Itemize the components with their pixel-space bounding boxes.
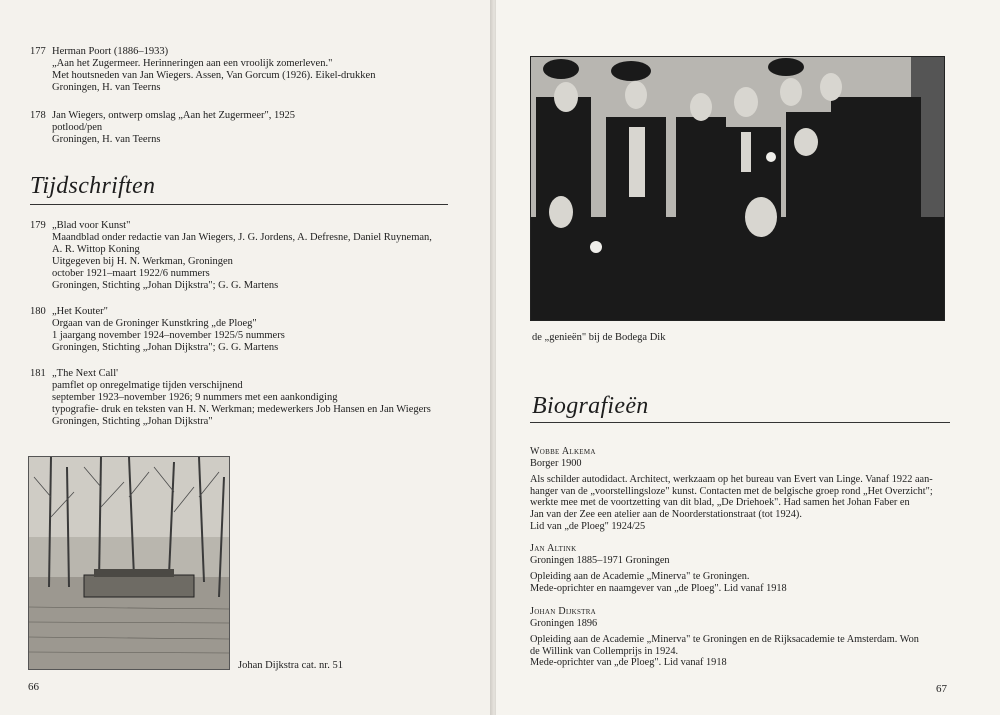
- bio-name: Wobbe Alkema: [530, 446, 596, 457]
- entry-number: 177: [30, 46, 46, 57]
- group-photo-image: [530, 56, 945, 321]
- dijkstra-etching-image: [28, 456, 230, 670]
- entry-number: 179: [30, 220, 46, 231]
- entry-number: 178: [30, 110, 46, 121]
- bio-text-line: hanger van de „voorstellingsloze" kunst. Contacten met de belgische groep rond „Het Overzicht";: [530, 485, 933, 497]
- left-page: [0, 0, 492, 715]
- entry-line: Jan Wiegers, ontwerp omslag „Aan het Zugermeer", 1925: [52, 110, 296, 121]
- bio-dates: Groningen 1896: [530, 617, 598, 629]
- entry-line: Groningen, H. van Teerns: [52, 134, 161, 145]
- section-rule: [30, 204, 448, 205]
- bio-johan-dijkstra: [530, 606, 970, 669]
- section-title-tijdschriften: Tijdschriften: [30, 173, 156, 199]
- entry-line: Groningen, Stichting „Johan Dijkstra": [52, 416, 213, 427]
- bio-text-line: Jan van der Zee een atelier aan de Noorderstationstraat (tot 1924).: [530, 508, 802, 520]
- entry-line: Groningen, Stichting „Johan Dijkstra"; G. G. Martens: [52, 342, 279, 353]
- bio-text-line: de Willink van Collemprijs in 1924.: [530, 645, 679, 657]
- bio-name: Jan Altink: [530, 543, 577, 554]
- entry-line: „Blad voor Kunst": [52, 220, 131, 231]
- bio-text-line: Lid van „de Ploeg" 1924/25: [530, 520, 646, 532]
- bio-text-line: werkte mee met de voortzetting van dit blad, „De Driehoek". Had samen het Johan Faber en: [530, 497, 910, 509]
- entry-line: Groningen, H. van Teerns: [52, 82, 161, 93]
- entry-line: „Het Kouter": [52, 306, 108, 317]
- entry-line: potlood/pen: [52, 122, 103, 133]
- entry-line: Maandblad onder redactie van Jan Wiegers, J. G. Jordens, A. Defresne, Daniel Ruyneman,: [52, 232, 432, 243]
- entry-line: Met houtsneden van Jan Wiegers. Assen, Van Gorcum (1926). Eikel-drukken: [52, 70, 376, 81]
- bio-text-line: Mede-oprichter en naamgever van „de Ploeg". Lid vanaf 1918: [530, 582, 787, 594]
- right-page: [496, 0, 1000, 715]
- entry-number: 181: [30, 368, 46, 379]
- entry-line: 1 jaargang november 1924–november 1925/5 nummers: [52, 330, 285, 341]
- section-title-biografieen: Biografieën: [532, 393, 649, 419]
- photo-caption: de „genieën" bij de Bodega Dik: [532, 332, 666, 343]
- entry-line: Herman Poort (1886–1933): [52, 46, 169, 57]
- etching-caption: Johan Dijkstra cat. nr. 51: [238, 660, 343, 671]
- bio-text-line: Als schilder autodidact. Architect, werkzaam op het bureau van Evert van Linge. Vanaf 1922 aan-: [530, 474, 933, 486]
- section-rule: [530, 422, 950, 423]
- bio-text-line: Opleiding aan de Academie „Minerva" te Groningen.: [530, 571, 750, 583]
- page-number-right: 67: [936, 683, 947, 695]
- bio-name: Johan Dijkstra: [530, 606, 597, 617]
- bio-dates: Groningen 1885–1971 Groningen: [530, 554, 670, 566]
- entry-line: Orgaan van de Groninger Kunstkring „de Ploeg": [52, 318, 257, 329]
- entry-line: Uitgegeven bij H. N. Werkman, Groningen: [52, 256, 233, 267]
- bio-wobbe-alkema: [530, 446, 970, 532]
- entry-line: Groningen, Stichting „Johan Dijkstra"; G. G. Martens: [52, 280, 279, 291]
- entry-line: pamflet op onregelmatige tijden verschijnend: [52, 380, 243, 391]
- page-number-left: 66: [28, 681, 39, 693]
- bio-dates: Borger 1900: [530, 457, 582, 469]
- entry-line: september 1923–november 1926; 9 nummers met een aankondiging: [52, 392, 338, 403]
- entry-line: typografie- druk en teksten van H. N. Werkman; medewerkers Job Hansen en Jan Wiegers: [52, 404, 431, 415]
- entry-line: A. R. Wittop Koning: [52, 244, 140, 255]
- bio-text-line: Opleiding aan de Academie „Minerva" te Groningen en de Rijksacademie te Amsterdam. Won: [530, 634, 919, 646]
- entry-line: „The Next Call': [52, 368, 119, 379]
- entry-number: 180: [30, 306, 46, 317]
- entry-line: october 1921–maart 1922/6 nummers: [52, 268, 210, 279]
- bio-jan-altink: [530, 543, 970, 594]
- bio-text-line: Mede-oprichter van „de Ploeg". Lid vanaf 1918: [530, 657, 727, 669]
- entry-line: „Aan het Zugermeer. Herinneringen aan een vroolijk zomerleven.": [52, 58, 333, 69]
